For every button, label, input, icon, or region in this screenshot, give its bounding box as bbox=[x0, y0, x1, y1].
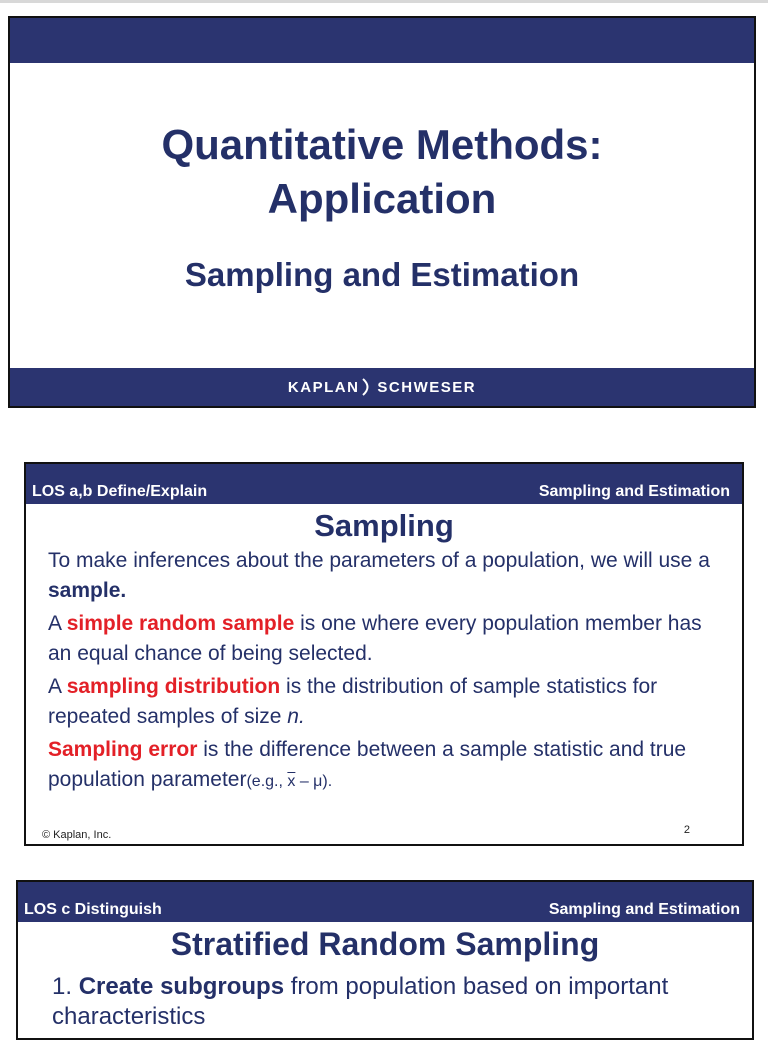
term-sampling-error: Sampling error bbox=[48, 738, 198, 761]
presentation-subtitle: Sampling and Estimation bbox=[184, 256, 580, 293]
slide-header bbox=[26, 464, 742, 504]
slide-title: Sampling bbox=[314, 508, 454, 543]
sampling-slide bbox=[24, 462, 744, 846]
title-slide-bottom-bar bbox=[10, 368, 754, 406]
stratified-sampling-slide bbox=[16, 880, 754, 1040]
paragraph-text: A bbox=[48, 675, 67, 698]
paragraph-text: To make inferences about the parameters of a population, we will use a bbox=[48, 549, 710, 572]
term-simple-random-sample: simple random sample bbox=[66, 612, 295, 635]
title-line-1: Quantitative Methods: bbox=[161, 121, 603, 168]
paragraph-text: A bbox=[48, 612, 67, 635]
slide-body bbox=[48, 546, 726, 800]
paragraph-text: is the difference between a sample statistic and true population parameter bbox=[48, 738, 687, 791]
list-number: 1. bbox=[52, 973, 73, 1000]
formula-x-bar: $\overline{x}$ bbox=[287, 773, 296, 790]
page-top-line bbox=[0, 0, 768, 3]
paragraph-text: is one where every population member has an equal chance of being selected. bbox=[48, 612, 702, 665]
paragraph-text: is the distribution of sample statistics for repeated samples of size bbox=[48, 675, 658, 728]
paragraph-sampling-distribution bbox=[48, 672, 726, 732]
title-slide bbox=[8, 16, 756, 408]
los-label: LOS c Distinguish bbox=[24, 901, 162, 918]
list-item bbox=[52, 972, 742, 1032]
term-create-subgroups: Create subgroups bbox=[78, 973, 285, 1000]
presentation-title bbox=[10, 118, 754, 226]
logo-schweser-text: SCHWESER bbox=[377, 378, 477, 396]
title-slide-top-bar bbox=[10, 18, 754, 63]
slide-header bbox=[18, 882, 752, 922]
slide-title: Stratified Random Sampling bbox=[170, 926, 600, 962]
logo-swoosh-icon bbox=[361, 378, 373, 396]
formula-mu: – μ). bbox=[295, 773, 333, 790]
logo-kaplan-text: KAPLAN bbox=[287, 378, 360, 396]
topic-label: Sampling and Estimation bbox=[538, 483, 730, 500]
formula-example bbox=[246, 773, 332, 790]
term-sampling-distribution: sampling distribution bbox=[66, 675, 281, 698]
paragraph-inference bbox=[48, 546, 726, 606]
variable-n: n. bbox=[287, 705, 305, 728]
copyright: © Kaplan, Inc. bbox=[42, 829, 112, 841]
formula-prefix: (e.g., bbox=[246, 773, 288, 790]
los-label: LOS a,b Define/Explain bbox=[32, 483, 208, 500]
paragraph-sampling-error bbox=[48, 735, 726, 797]
page-number: 2 bbox=[683, 824, 690, 836]
term-sample: sample. bbox=[48, 579, 127, 602]
kaplan-schweser-logo bbox=[288, 378, 476, 396]
title-line-2: Application bbox=[267, 175, 497, 222]
topic-label: Sampling and Estimation bbox=[548, 901, 740, 918]
list-item-text: from population based on important characteristics bbox=[52, 973, 669, 1030]
paragraph-simple-random-sample bbox=[48, 609, 726, 669]
